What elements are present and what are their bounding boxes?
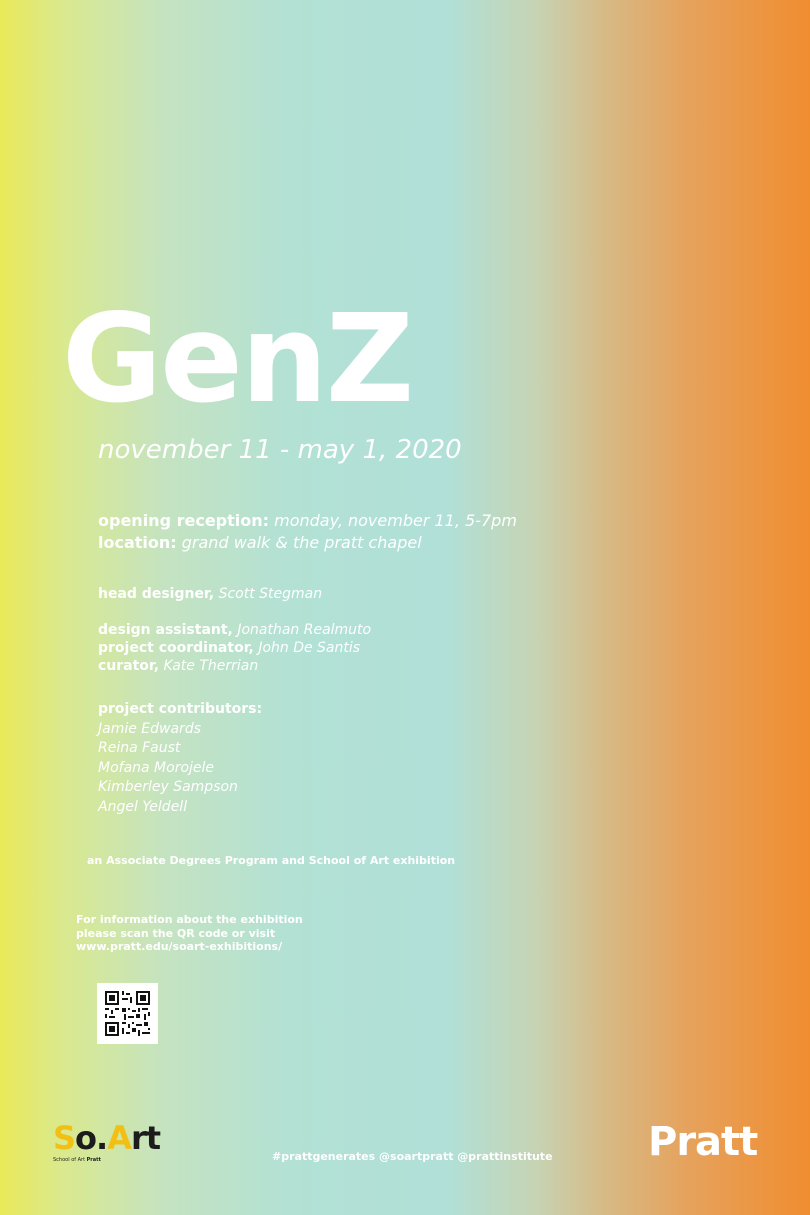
qr-code-icon [97, 983, 158, 1044]
info-block [76, 913, 303, 954]
soart-logo-subtitle [53, 1157, 173, 1163]
exhibition-dates: november 11 - may 1, 2020 [98, 435, 462, 465]
head-designer-label: head designer, [98, 586, 215, 602]
pratt-logo: Pratt [648, 1119, 758, 1165]
curator-line [98, 657, 371, 675]
design-assistant-line [98, 621, 371, 639]
project-coordinator-name: John De Santis [258, 640, 361, 656]
head-designer-line [98, 585, 371, 603]
association-line: an Associate Degrees Program and School of Art exhibition [87, 854, 456, 867]
opening-reception-label: opening reception: [98, 511, 270, 530]
opening-reception-line [98, 510, 517, 532]
curator-name: Kate Therrian [163, 658, 259, 674]
contributor-name: Kimberley Sampson [98, 779, 238, 795]
exhibition-title: GenZ [62, 288, 413, 430]
contributor-name: Mofana Morojele [98, 759, 215, 776]
reception-block [98, 510, 517, 554]
contributor-name: Jamie Edwards [98, 720, 201, 737]
contributor-name: Reina Faust [98, 740, 181, 756]
project-coordinator-label: project coordinator, [98, 640, 254, 656]
soart-logo-word: So.Art [53, 1119, 161, 1157]
soart-logo-subtitle-plain: School of Art [53, 1157, 86, 1163]
info-url[interactable]: www.pratt.edu/soart-exhibitions/ [76, 940, 283, 953]
design-assistant-label: design assistant, [98, 622, 233, 638]
location-label: location: [98, 533, 177, 552]
opening-reception-value: monday, november 11, 5-7pm [274, 511, 517, 530]
contributor-name: Angel Yeldell [98, 798, 188, 815]
curator-label: curator, [98, 658, 160, 674]
qr-code[interactable] [97, 983, 158, 1044]
location-value: grand walk & the pratt chapel [181, 533, 422, 552]
head-designer-name: Scott Stegman [218, 586, 323, 602]
contributors-block [98, 700, 262, 817]
soart-logo [53, 1119, 173, 1172]
credits-block [98, 585, 371, 675]
info-line-1: For information about the exhibition [76, 913, 303, 926]
design-assistant-name: Jonathan Realmuto [237, 622, 372, 638]
social-hashtags: #prattgenerates @soartpratt @prattinstitute [272, 1150, 553, 1163]
location-line [98, 532, 517, 554]
project-coordinator-line [98, 639, 371, 657]
contributors-label: project contributors: [98, 701, 263, 717]
soart-logo-subtitle-bold: Pratt [86, 1157, 101, 1163]
info-line-2: please scan the QR code or visit [76, 926, 276, 940]
